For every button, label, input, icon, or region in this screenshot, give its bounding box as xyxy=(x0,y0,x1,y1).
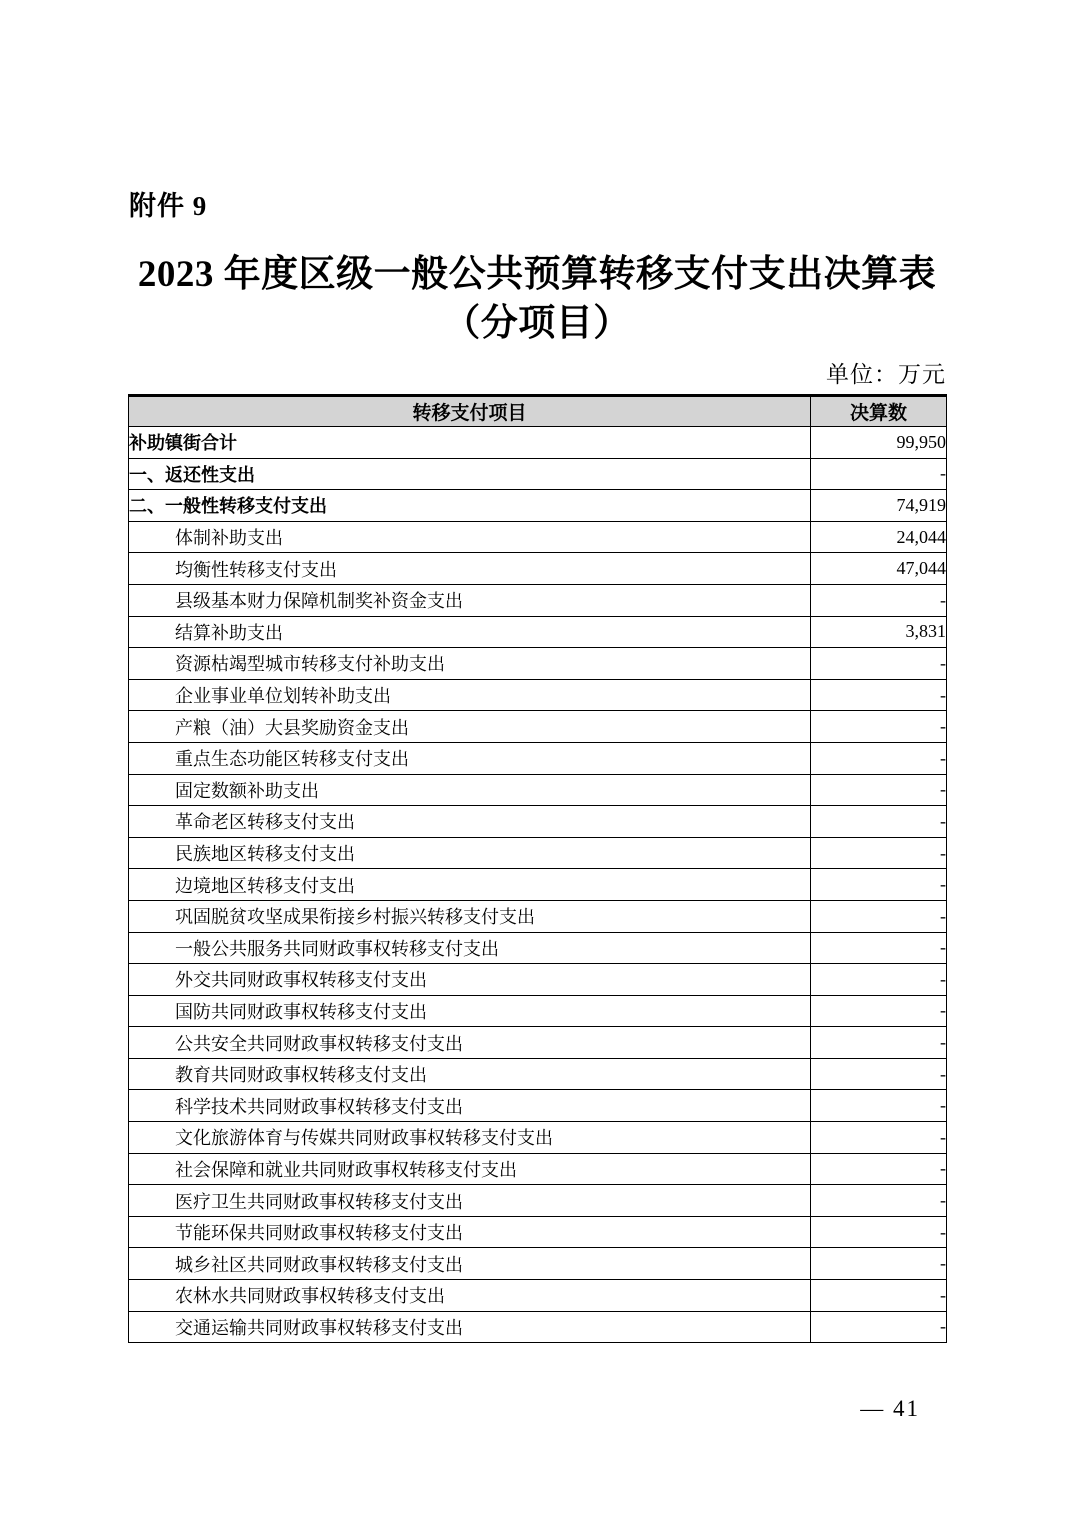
value-cell: - xyxy=(811,900,947,932)
table-row xyxy=(129,1027,947,1059)
table-row xyxy=(129,774,947,806)
value-cell: 3,831 xyxy=(811,616,947,648)
item-cell: 体制补助支出 xyxy=(129,521,811,553)
item-cell: 教育共同财政事权转移支付支出 xyxy=(129,1058,811,1090)
value-cell: - xyxy=(811,1185,947,1217)
table-row xyxy=(129,742,947,774)
unit-label: 单位：万元 xyxy=(826,362,946,387)
item-cell: 资源枯竭型城市转移支付补助支出 xyxy=(129,648,811,680)
value-cell: - xyxy=(811,964,947,996)
value-cell: - xyxy=(811,837,947,869)
item-cell: 外交共同财政事权转移支付支出 xyxy=(129,964,811,996)
table-row xyxy=(129,458,947,490)
item-cell: 一般公共服务共同财政事权转移支付支出 xyxy=(129,932,811,964)
table-row xyxy=(129,490,947,522)
item-cell: 农林水共同财政事权转移支付支出 xyxy=(129,1280,811,1312)
item-cell: 县级基本财力保障机制奖补资金支出 xyxy=(129,584,811,616)
table-row xyxy=(129,900,947,932)
table-row xyxy=(129,1311,947,1343)
table-row xyxy=(129,616,947,648)
item-cell: 巩固脱贫攻坚成果衔接乡村振兴转移支付支出 xyxy=(129,900,811,932)
table-row xyxy=(129,679,947,711)
item-cell: 国防共同财政事权转移支付支出 xyxy=(129,995,811,1027)
table-row xyxy=(129,427,947,459)
table-header-row xyxy=(129,396,947,427)
item-cell: 补助镇街合计 xyxy=(129,427,811,459)
value-cell: - xyxy=(811,995,947,1027)
table-row xyxy=(129,837,947,869)
table-row xyxy=(129,648,947,680)
item-cell: 二、一般性转移支付支出 xyxy=(129,490,811,522)
value-cell: - xyxy=(811,1122,947,1154)
title-line2: （分项目） xyxy=(443,303,631,344)
item-cell: 产粮（油）大县奖励资金支出 xyxy=(129,711,811,743)
value-cell: 99,950 xyxy=(811,427,947,459)
value-cell: - xyxy=(811,932,947,964)
value-cell: - xyxy=(811,711,947,743)
table-row xyxy=(129,1185,947,1217)
value-cell: - xyxy=(811,869,947,901)
value-cell: - xyxy=(811,679,947,711)
item-cell: 公共安全共同财政事权转移支付支出 xyxy=(129,1027,811,1059)
value-cell: 74,919 xyxy=(811,490,947,522)
title-line1: 2023 年度区级一般公共预算转移支付支出决算表 xyxy=(137,254,937,295)
item-cell: 边境地区转移支付支出 xyxy=(129,869,811,901)
table-row xyxy=(129,995,947,1027)
value-cell: - xyxy=(811,1153,947,1185)
table-row xyxy=(129,932,947,964)
value-cell: 47,044 xyxy=(811,553,947,585)
table-row xyxy=(129,1216,947,1248)
value-cell: - xyxy=(811,806,947,838)
table-row xyxy=(129,1153,947,1185)
item-cell: 社会保障和就业共同财政事权转移支付支出 xyxy=(129,1153,811,1185)
column-header-item: 转移支付项目 xyxy=(129,396,811,427)
value-cell: - xyxy=(811,584,947,616)
table-row xyxy=(129,1280,947,1312)
item-cell: 均衡性转移支付支出 xyxy=(129,553,811,585)
item-cell: 固定数额补助支出 xyxy=(129,774,811,806)
table-row xyxy=(129,1248,947,1280)
column-header-value: 决算数 xyxy=(811,396,947,427)
table-row xyxy=(129,1090,947,1122)
value-cell: - xyxy=(811,1058,947,1090)
item-cell: 革命老区转移支付支出 xyxy=(129,806,811,838)
value-cell: - xyxy=(811,1280,947,1312)
table-row xyxy=(129,584,947,616)
item-cell: 科学技术共同财政事权转移支付支出 xyxy=(129,1090,811,1122)
item-cell: 结算补助支出 xyxy=(129,616,811,648)
table-row xyxy=(129,806,947,838)
item-cell: 重点生态功能区转移支付支出 xyxy=(129,742,811,774)
value-cell: - xyxy=(811,1216,947,1248)
value-cell: - xyxy=(811,1311,947,1343)
transfer-payment-table xyxy=(128,394,947,1343)
value-cell: - xyxy=(811,1248,947,1280)
item-cell: 民族地区转移支付支出 xyxy=(129,837,811,869)
item-cell: 企业事业单位划转补助支出 xyxy=(129,679,811,711)
value-cell: - xyxy=(811,742,947,774)
item-cell: 交通运输共同财政事权转移支付支出 xyxy=(129,1311,811,1343)
page-number: — 41 xyxy=(860,1396,920,1421)
value-cell: - xyxy=(811,458,947,490)
item-cell: 一、返还性支出 xyxy=(129,458,811,490)
item-cell: 城乡社区共同财政事权转移支付支出 xyxy=(129,1248,811,1280)
value-cell: 24,044 xyxy=(811,521,947,553)
item-cell: 节能环保共同财政事权转移支付支出 xyxy=(129,1216,811,1248)
attachment-label: 附件 9 xyxy=(129,191,208,221)
value-cell: - xyxy=(811,1027,947,1059)
table-row xyxy=(129,964,947,996)
table-row xyxy=(129,521,947,553)
document-title xyxy=(64,250,1010,348)
table-row xyxy=(129,1122,947,1154)
value-cell: - xyxy=(811,774,947,806)
table-row xyxy=(129,711,947,743)
table-body xyxy=(129,427,947,1343)
value-cell: - xyxy=(811,648,947,680)
table-row xyxy=(129,553,947,585)
item-cell: 文化旅游体育与传媒共同财政事权转移支付支出 xyxy=(129,1122,811,1154)
item-cell: 医疗卫生共同财政事权转移支付支出 xyxy=(129,1185,811,1217)
table-row xyxy=(129,869,947,901)
value-cell: - xyxy=(811,1090,947,1122)
table-row xyxy=(129,1058,947,1090)
